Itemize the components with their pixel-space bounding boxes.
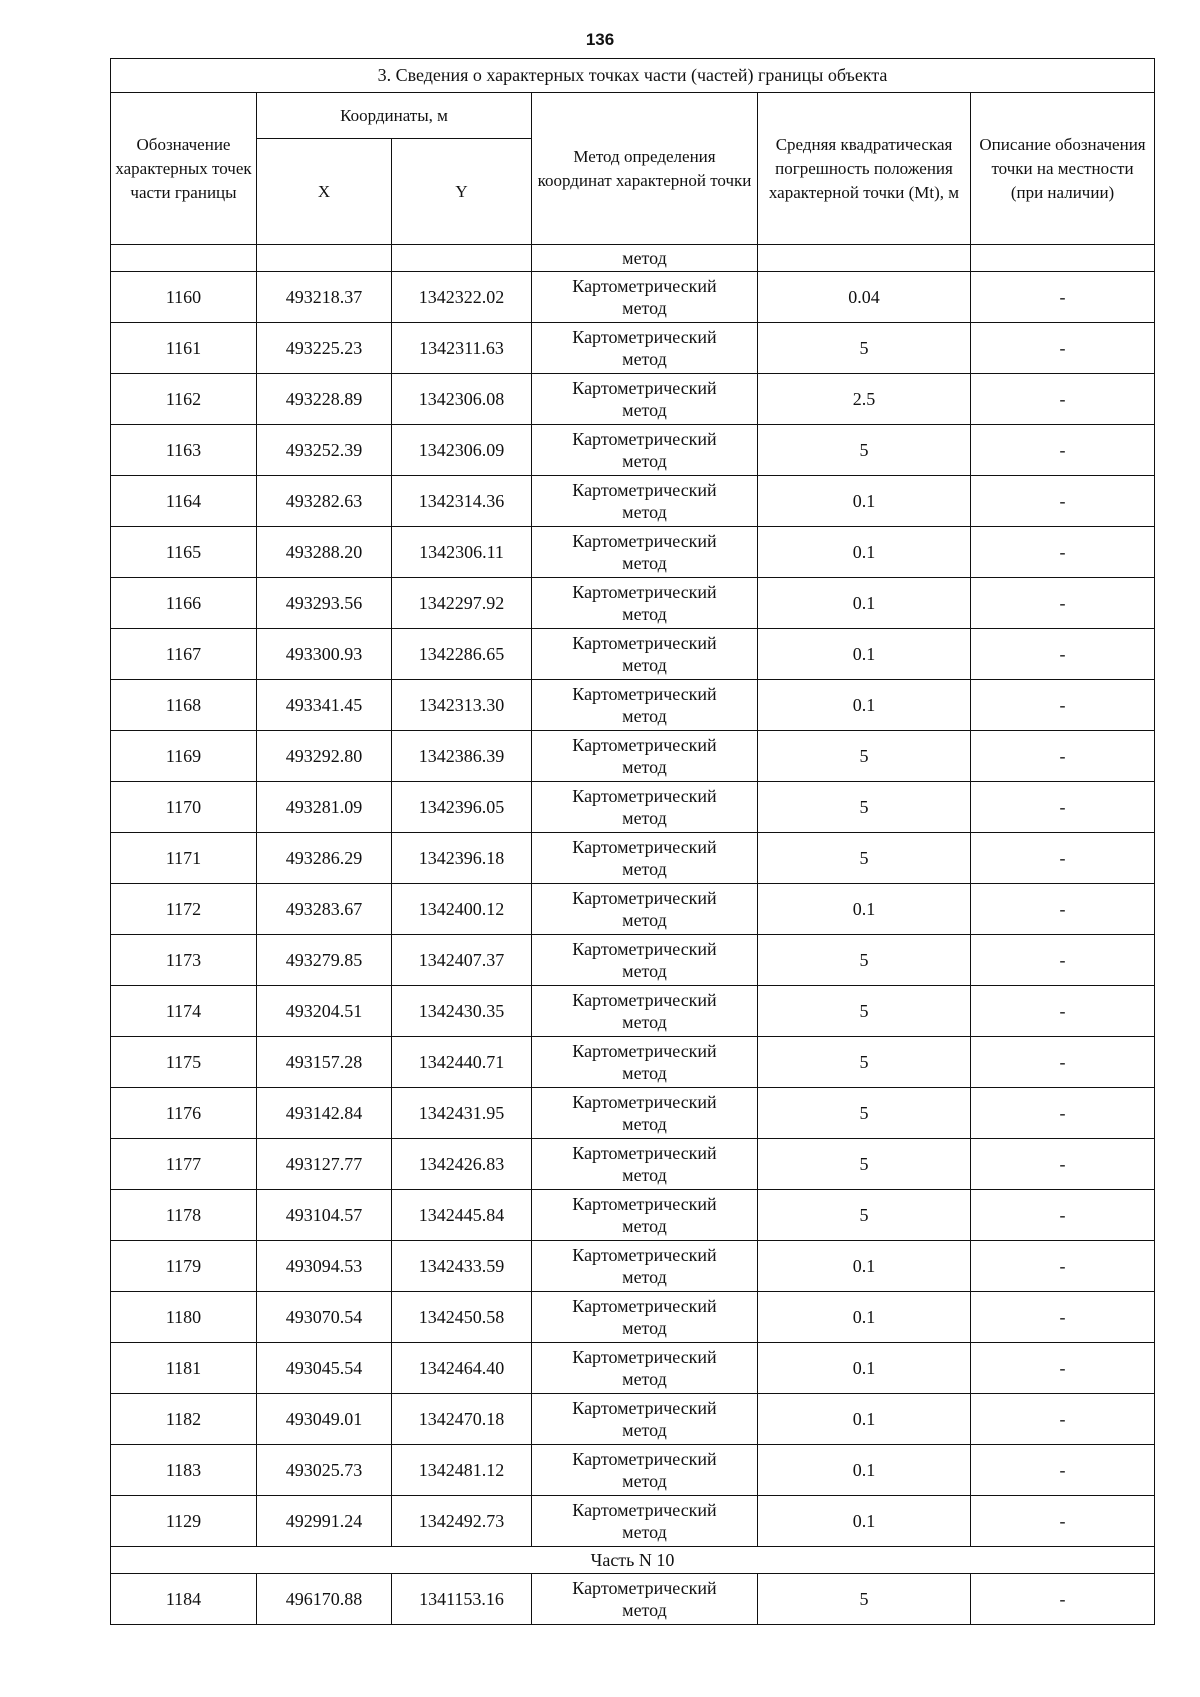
x-cell: 493070.54 bbox=[257, 1292, 392, 1343]
method-line: метод bbox=[622, 706, 667, 726]
description-cell: - bbox=[971, 1394, 1155, 1445]
method-line: метод bbox=[622, 1114, 667, 1134]
error-cell: 0.1 bbox=[758, 1496, 971, 1547]
x-cell: 493282.63 bbox=[257, 476, 392, 527]
method-line: Картометрический bbox=[572, 1194, 717, 1214]
point-cell: 1170 bbox=[111, 782, 257, 833]
x-cell: 493157.28 bbox=[257, 1037, 392, 1088]
error-cell: 0.1 bbox=[758, 1445, 971, 1496]
method-line: метод bbox=[622, 1318, 667, 1338]
x-cell: 496170.88 bbox=[257, 1574, 392, 1625]
error-cell: 5 bbox=[758, 833, 971, 884]
method-line: Картометрический bbox=[572, 480, 717, 500]
table-row bbox=[111, 680, 1155, 731]
x-cell: 493104.57 bbox=[257, 1190, 392, 1241]
table-row bbox=[111, 1190, 1155, 1241]
table-row bbox=[111, 1496, 1155, 1547]
method-line: Картометрический bbox=[572, 1041, 717, 1061]
method-line: Картометрический bbox=[572, 786, 717, 806]
description-cell: - bbox=[971, 578, 1155, 629]
method-cell bbox=[532, 527, 758, 578]
x-cell: 493293.56 bbox=[257, 578, 392, 629]
y-cell: 1342407.37 bbox=[392, 935, 532, 986]
y-cell: 1342306.11 bbox=[392, 527, 532, 578]
table-row bbox=[111, 1574, 1155, 1625]
point-cell: 1180 bbox=[111, 1292, 257, 1343]
method-cell bbox=[532, 272, 758, 323]
method-line: метод bbox=[622, 1369, 667, 1389]
method-line: Картометрический bbox=[572, 378, 717, 398]
description-cell: - bbox=[971, 1241, 1155, 1292]
point-cell: 1166 bbox=[111, 578, 257, 629]
y-cell: 1342306.09 bbox=[392, 425, 532, 476]
table-row bbox=[111, 986, 1155, 1037]
y-cell: 1342470.18 bbox=[392, 1394, 532, 1445]
method-line: метод bbox=[622, 1216, 667, 1236]
method-line: Картометрический bbox=[572, 582, 717, 602]
method-line: Картометрический bbox=[572, 888, 717, 908]
method-cell bbox=[532, 578, 758, 629]
error-cell: 0.1 bbox=[758, 476, 971, 527]
x-cell: 493142.84 bbox=[257, 1088, 392, 1139]
table-row bbox=[111, 374, 1155, 425]
x-cell: 493283.67 bbox=[257, 884, 392, 935]
error-cell: 0.1 bbox=[758, 1292, 971, 1343]
method-cell bbox=[532, 1241, 758, 1292]
description-cell: - bbox=[971, 884, 1155, 935]
table-row bbox=[111, 1139, 1155, 1190]
table-row bbox=[111, 1037, 1155, 1088]
method-line: Картометрический bbox=[572, 633, 717, 653]
y-cell: 1342445.84 bbox=[392, 1190, 532, 1241]
point-cell: 1177 bbox=[111, 1139, 257, 1190]
point-cell: 1179 bbox=[111, 1241, 257, 1292]
x-cell: 493288.20 bbox=[257, 527, 392, 578]
description-cell: - bbox=[971, 1496, 1155, 1547]
method-line: метод bbox=[622, 808, 667, 828]
method-cell bbox=[532, 629, 758, 680]
x-cell: 493279.85 bbox=[257, 935, 392, 986]
method-line: метод bbox=[622, 1420, 667, 1440]
point-cell: 1172 bbox=[111, 884, 257, 935]
table-row bbox=[111, 527, 1155, 578]
description-cell: - bbox=[971, 1088, 1155, 1139]
y-cell: 1341153.16 bbox=[392, 1574, 532, 1625]
point-cell: 1176 bbox=[111, 1088, 257, 1139]
part-header-row bbox=[111, 1547, 1155, 1574]
table-row bbox=[111, 1445, 1155, 1496]
y-cell: 1342297.92 bbox=[392, 578, 532, 629]
error-cell: 5 bbox=[758, 935, 971, 986]
method-line: Картометрический bbox=[572, 531, 717, 551]
description-cell: - bbox=[971, 323, 1155, 374]
point-cell: 1164 bbox=[111, 476, 257, 527]
table-row bbox=[111, 782, 1155, 833]
error-cell: 0.1 bbox=[758, 578, 971, 629]
y-cell: 1342492.73 bbox=[392, 1496, 532, 1547]
method-line: метод bbox=[622, 1267, 667, 1287]
method-cell bbox=[532, 1574, 758, 1625]
continued-method: метод bbox=[532, 245, 758, 272]
table-row bbox=[111, 272, 1155, 323]
method-cell bbox=[532, 323, 758, 374]
table-row bbox=[111, 935, 1155, 986]
point-cell: 1178 bbox=[111, 1190, 257, 1241]
y-cell: 1342386.39 bbox=[392, 731, 532, 782]
error-cell: 5 bbox=[758, 1139, 971, 1190]
method-line: Картометрический bbox=[572, 990, 717, 1010]
description-cell: - bbox=[971, 476, 1155, 527]
method-line: метод bbox=[622, 604, 667, 624]
table-row bbox=[111, 578, 1155, 629]
method-line: Картометрический bbox=[572, 1347, 717, 1367]
y-cell: 1342426.83 bbox=[392, 1139, 532, 1190]
points-table bbox=[110, 58, 1155, 1625]
method-cell bbox=[532, 1343, 758, 1394]
description-cell: - bbox=[971, 1139, 1155, 1190]
method-line: метод bbox=[622, 910, 667, 930]
method-line: метод bbox=[622, 553, 667, 573]
point-cell: 1129 bbox=[111, 1496, 257, 1547]
method-line: метод bbox=[622, 349, 667, 369]
method-cell bbox=[532, 476, 758, 527]
x-cell: 493286.29 bbox=[257, 833, 392, 884]
description-cell: - bbox=[971, 1037, 1155, 1088]
x-cell: 493225.23 bbox=[257, 323, 392, 374]
y-cell: 1342306.08 bbox=[392, 374, 532, 425]
method-line: метод bbox=[622, 859, 667, 879]
y-cell: 1342481.12 bbox=[392, 1445, 532, 1496]
method-line: Картометрический bbox=[572, 327, 717, 347]
section-title: 3. Сведения о характерных точках части (частей) границы объекта bbox=[111, 59, 1155, 93]
method-cell bbox=[532, 1496, 758, 1547]
method-line: Картометрический bbox=[572, 1449, 717, 1469]
error-cell: 0.1 bbox=[758, 1394, 971, 1445]
method-line: метод bbox=[622, 1165, 667, 1185]
x-cell: 493281.09 bbox=[257, 782, 392, 833]
error-cell: 5 bbox=[758, 731, 971, 782]
x-cell: 493045.54 bbox=[257, 1343, 392, 1394]
header-point: Обозначение характерных точек части границы bbox=[111, 93, 257, 245]
error-cell: 5 bbox=[758, 1037, 971, 1088]
description-cell: - bbox=[971, 986, 1155, 1037]
y-cell: 1342286.65 bbox=[392, 629, 532, 680]
header-method: Метод определения координат характерной точки bbox=[532, 93, 758, 245]
error-cell: 0.04 bbox=[758, 272, 971, 323]
method-cell bbox=[532, 884, 758, 935]
y-cell: 1342440.71 bbox=[392, 1037, 532, 1088]
point-cell: 1183 bbox=[111, 1445, 257, 1496]
table-row bbox=[111, 1343, 1155, 1394]
method-line: метод bbox=[622, 757, 667, 777]
y-cell: 1342396.05 bbox=[392, 782, 532, 833]
table-row bbox=[111, 1292, 1155, 1343]
table-row bbox=[111, 1241, 1155, 1292]
method-cell bbox=[532, 1088, 758, 1139]
description-cell: - bbox=[971, 374, 1155, 425]
method-line: метод bbox=[622, 1522, 667, 1542]
error-cell: 2.5 bbox=[758, 374, 971, 425]
part-label: Часть N 10 bbox=[111, 1547, 1155, 1574]
error-cell: 5 bbox=[758, 323, 971, 374]
method-cell bbox=[532, 1190, 758, 1241]
point-cell: 1160 bbox=[111, 272, 257, 323]
table-row bbox=[111, 731, 1155, 782]
error-cell: 5 bbox=[758, 1088, 971, 1139]
method-line: метод bbox=[622, 451, 667, 471]
method-line: Картометрический bbox=[572, 276, 717, 296]
method-line: Картометрический bbox=[572, 939, 717, 959]
error-cell: 0.1 bbox=[758, 527, 971, 578]
y-cell: 1342400.12 bbox=[392, 884, 532, 935]
point-cell: 1161 bbox=[111, 323, 257, 374]
description-cell: - bbox=[971, 1445, 1155, 1496]
x-cell: 493094.53 bbox=[257, 1241, 392, 1292]
x-cell: 493341.45 bbox=[257, 680, 392, 731]
method-line: метод bbox=[622, 502, 667, 522]
header-description: Описание обозначения точки на местности (при наличии) bbox=[971, 93, 1155, 245]
description-cell: - bbox=[971, 272, 1155, 323]
x-cell: 492991.24 bbox=[257, 1496, 392, 1547]
method-line: метод bbox=[622, 298, 667, 318]
error-cell: 0.1 bbox=[758, 1241, 971, 1292]
description-cell: - bbox=[971, 629, 1155, 680]
error-cell: 5 bbox=[758, 782, 971, 833]
header-error: Средняя квадратическая погрешность положения характерной точки (Mt), м bbox=[758, 93, 971, 245]
y-cell: 1342313.30 bbox=[392, 680, 532, 731]
method-line: метод bbox=[622, 655, 667, 675]
description-cell: - bbox=[971, 680, 1155, 731]
method-cell bbox=[532, 731, 758, 782]
error-cell: 5 bbox=[758, 1574, 971, 1625]
method-line: Картометрический bbox=[572, 1092, 717, 1112]
method-line: Картометрический bbox=[572, 1245, 717, 1265]
error-cell: 5 bbox=[758, 425, 971, 476]
table-row bbox=[111, 1088, 1155, 1139]
table-row bbox=[111, 476, 1155, 527]
description-cell: - bbox=[971, 833, 1155, 884]
point-cell: 1175 bbox=[111, 1037, 257, 1088]
table-row bbox=[111, 323, 1155, 374]
table-row bbox=[111, 629, 1155, 680]
y-cell: 1342433.59 bbox=[392, 1241, 532, 1292]
continued-row bbox=[111, 245, 1155, 272]
y-cell: 1342396.18 bbox=[392, 833, 532, 884]
method-line: метод bbox=[622, 1012, 667, 1032]
method-line: Картометрический bbox=[572, 684, 717, 704]
method-line: Картометрический bbox=[572, 735, 717, 755]
error-cell: 0.1 bbox=[758, 884, 971, 935]
point-cell: 1184 bbox=[111, 1574, 257, 1625]
x-cell: 493127.77 bbox=[257, 1139, 392, 1190]
y-cell: 1342464.40 bbox=[392, 1343, 532, 1394]
method-line: метод bbox=[622, 1471, 667, 1491]
method-cell bbox=[532, 1445, 758, 1496]
description-cell: - bbox=[971, 1190, 1155, 1241]
y-cell: 1342430.35 bbox=[392, 986, 532, 1037]
method-cell bbox=[532, 680, 758, 731]
method-cell bbox=[532, 374, 758, 425]
y-cell: 1342450.58 bbox=[392, 1292, 532, 1343]
method-cell bbox=[532, 986, 758, 1037]
y-cell: 1342314.36 bbox=[392, 476, 532, 527]
header-x: X bbox=[257, 139, 392, 245]
method-line: Картометрический bbox=[572, 837, 717, 857]
point-cell: 1163 bbox=[111, 425, 257, 476]
point-cell: 1182 bbox=[111, 1394, 257, 1445]
description-cell: - bbox=[971, 1343, 1155, 1394]
description-cell: - bbox=[971, 782, 1155, 833]
table-row bbox=[111, 884, 1155, 935]
description-cell: - bbox=[971, 731, 1155, 782]
point-cell: 1162 bbox=[111, 374, 257, 425]
method-line: Картометрический bbox=[572, 429, 717, 449]
x-cell: 493204.51 bbox=[257, 986, 392, 1037]
point-cell: 1167 bbox=[111, 629, 257, 680]
description-cell: - bbox=[971, 527, 1155, 578]
header-y: Y bbox=[392, 139, 532, 245]
method-cell bbox=[532, 1139, 758, 1190]
point-cell: 1169 bbox=[111, 731, 257, 782]
method-line: метод bbox=[622, 961, 667, 981]
point-cell: 1173 bbox=[111, 935, 257, 986]
method-line: метод bbox=[622, 1600, 667, 1620]
y-cell: 1342431.95 bbox=[392, 1088, 532, 1139]
method-cell bbox=[532, 833, 758, 884]
x-cell: 493300.93 bbox=[257, 629, 392, 680]
method-cell bbox=[532, 1037, 758, 1088]
method-line: Картометрический bbox=[572, 1578, 717, 1598]
point-cell: 1181 bbox=[111, 1343, 257, 1394]
method-line: Картометрический bbox=[572, 1500, 717, 1520]
method-cell bbox=[532, 782, 758, 833]
method-cell bbox=[532, 935, 758, 986]
x-cell: 493252.39 bbox=[257, 425, 392, 476]
error-cell: 5 bbox=[758, 1190, 971, 1241]
x-cell: 493049.01 bbox=[257, 1394, 392, 1445]
y-cell: 1342322.02 bbox=[392, 272, 532, 323]
table-row bbox=[111, 425, 1155, 476]
error-cell: 0.1 bbox=[758, 629, 971, 680]
description-cell: - bbox=[971, 425, 1155, 476]
table-row bbox=[111, 1394, 1155, 1445]
error-cell: 5 bbox=[758, 986, 971, 1037]
page-number: 136 bbox=[585, 30, 615, 49]
description-cell: - bbox=[971, 935, 1155, 986]
x-cell: 493228.89 bbox=[257, 374, 392, 425]
y-cell: 1342311.63 bbox=[392, 323, 532, 374]
method-line: Картометрический bbox=[572, 1296, 717, 1316]
method-line: метод bbox=[622, 400, 667, 420]
x-cell: 493218.37 bbox=[257, 272, 392, 323]
point-cell: 1171 bbox=[111, 833, 257, 884]
method-line: Картометрический bbox=[572, 1143, 717, 1163]
x-cell: 493025.73 bbox=[257, 1445, 392, 1496]
method-line: Картометрический bbox=[572, 1398, 717, 1418]
point-cell: 1174 bbox=[111, 986, 257, 1037]
method-cell bbox=[532, 1394, 758, 1445]
point-cell: 1168 bbox=[111, 680, 257, 731]
method-cell bbox=[532, 425, 758, 476]
error-cell: 0.1 bbox=[758, 680, 971, 731]
description-cell: - bbox=[971, 1292, 1155, 1343]
header-coordinates: Координаты, м bbox=[257, 93, 532, 139]
error-cell: 0.1 bbox=[758, 1343, 971, 1394]
description-cell: - bbox=[971, 1574, 1155, 1625]
point-cell: 1165 bbox=[111, 527, 257, 578]
table-row bbox=[111, 833, 1155, 884]
method-cell bbox=[532, 1292, 758, 1343]
method-line: метод bbox=[622, 1063, 667, 1083]
x-cell: 493292.80 bbox=[257, 731, 392, 782]
